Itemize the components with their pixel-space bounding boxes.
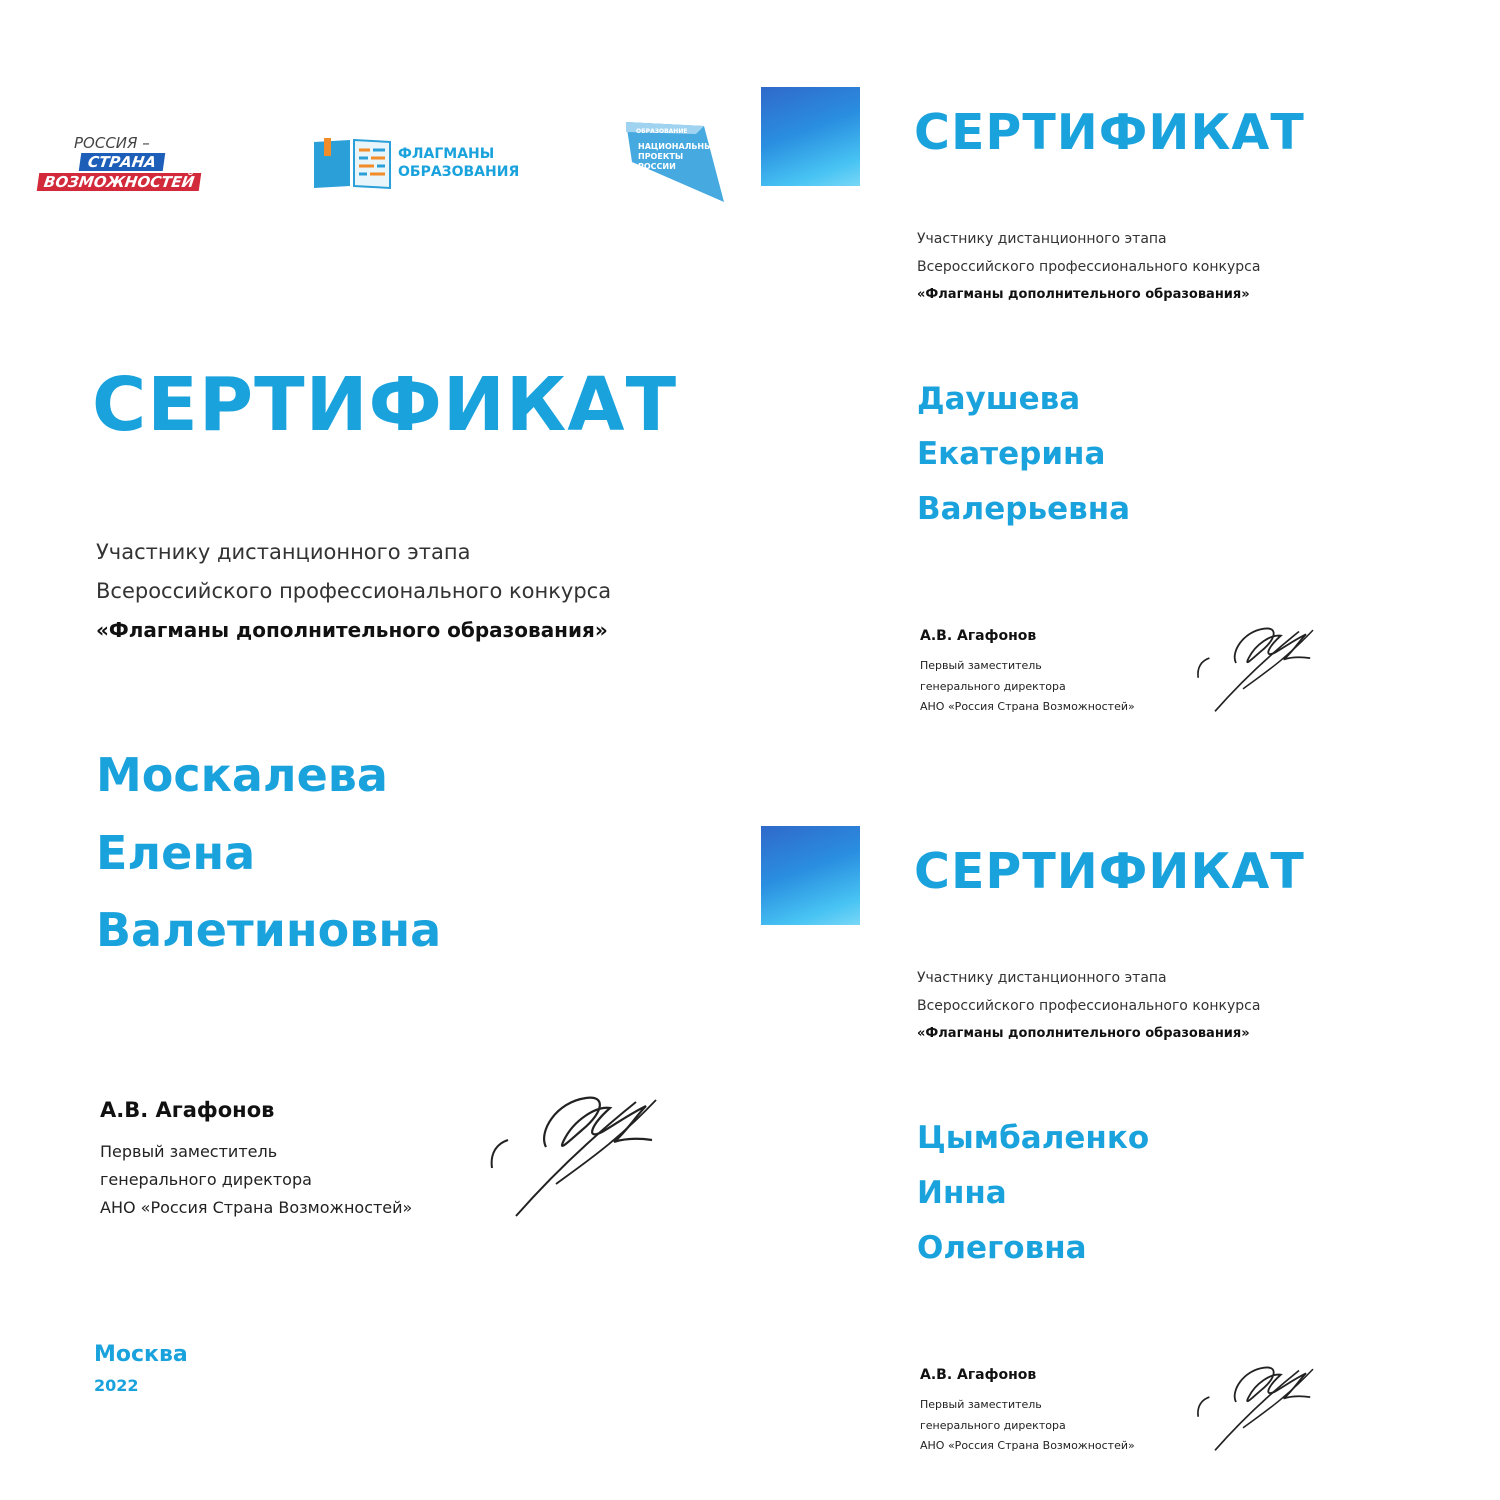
signature-icon [1194, 1363, 1334, 1455]
signer-name: А.В. Агафонов [920, 628, 1037, 644]
certificate-top-right [750, 0, 1500, 740]
recipient-first-name: Инна [917, 1175, 1007, 1211]
signer-name: А.В. Агафонов [100, 1098, 275, 1122]
signer-role-line2: генерального директора [920, 1419, 1066, 1432]
certificate-text-line3: «Флагманы дополнительного образования» [96, 618, 608, 642]
national-projects-line4: РОССИИ [638, 162, 676, 171]
certificate-text-line2: Всероссийского профессионального конкурса [917, 998, 1261, 1014]
year: 2022 [94, 1376, 139, 1395]
russia-logo-line2: СТРАНА [79, 153, 166, 171]
certificate-text-line2: Всероссийского профессионального конкурса [96, 579, 612, 603]
recipient-first-name: Елена [96, 826, 256, 880]
national-projects-line1: ОБРАЗОВАНИЕ [636, 128, 688, 135]
signer-role-line1: Первый заместитель [100, 1142, 278, 1161]
recipient-first-name: Екатерина [917, 436, 1106, 472]
gradient-square [761, 87, 860, 186]
city: Москва [94, 1342, 188, 1367]
signer-role-line1: Первый заместитель [920, 659, 1042, 672]
recipient-surname: Цымбаленко [917, 1120, 1150, 1156]
recipient-patronymic: Валерьевна [917, 491, 1131, 527]
certificate-text-line1: Участнику дистанционного этапа [96, 540, 471, 564]
signer-role-line3: АНО «Россия Страна Возможностей» [100, 1198, 413, 1217]
gradient-square [761, 826, 860, 925]
certificate-title: СЕРТИФИКАТ [914, 843, 1305, 900]
recipient-surname: Даушева [917, 381, 1081, 417]
signer-role-line3: АНО «Россия Страна Возможностей» [920, 1439, 1135, 1452]
certificate-text-line3: «Флагманы дополнительного образования» [917, 287, 1250, 302]
certificate-text-line1: Участнику дистанционного этапа [917, 231, 1167, 247]
signer-role-line1: Первый заместитель [920, 1398, 1042, 1411]
russia-logo-line1: РОССИЯ – [74, 134, 150, 152]
certificate-title: СЕРТИФИКАТ [914, 104, 1305, 161]
russia-logo-line3: ВОЗМОЖНОСТЕЙ [37, 173, 202, 191]
signer-role-line3: АНО «Россия Страна Возможностей» [920, 700, 1135, 713]
certificate-text-line2: Всероссийского профессионального конкурса [917, 259, 1261, 275]
certificate-title: СЕРТИФИКАТ [92, 362, 678, 448]
national-projects-line3: ПРОЕКТЫ [638, 152, 684, 161]
signature-icon [486, 1092, 686, 1222]
flagships-logo-line2: ОБРАЗОВАНИЯ [398, 164, 520, 180]
signer-role-line2: генерального директора [920, 680, 1066, 693]
certificate-bottom-right [750, 740, 1500, 1500]
certificate-text-line3: «Флагманы дополнительного образования» [917, 1026, 1250, 1041]
signature-icon [1194, 624, 1334, 716]
signer-name: А.В. Агафонов [920, 1367, 1037, 1383]
recipient-surname: Москалева [96, 748, 388, 802]
certificate-text-line1: Участнику дистанционного этапа [917, 970, 1167, 986]
signer-role-line2: генерального директора [100, 1170, 312, 1189]
recipient-patronymic: Олеговна [917, 1230, 1087, 1266]
flagships-logo-line1: ФЛАГМАНЫ [398, 146, 495, 162]
recipient-patronymic: Валетиновна [96, 903, 442, 957]
national-projects-line2: НАЦИОНАЛЬНЫЕ [638, 142, 718, 151]
